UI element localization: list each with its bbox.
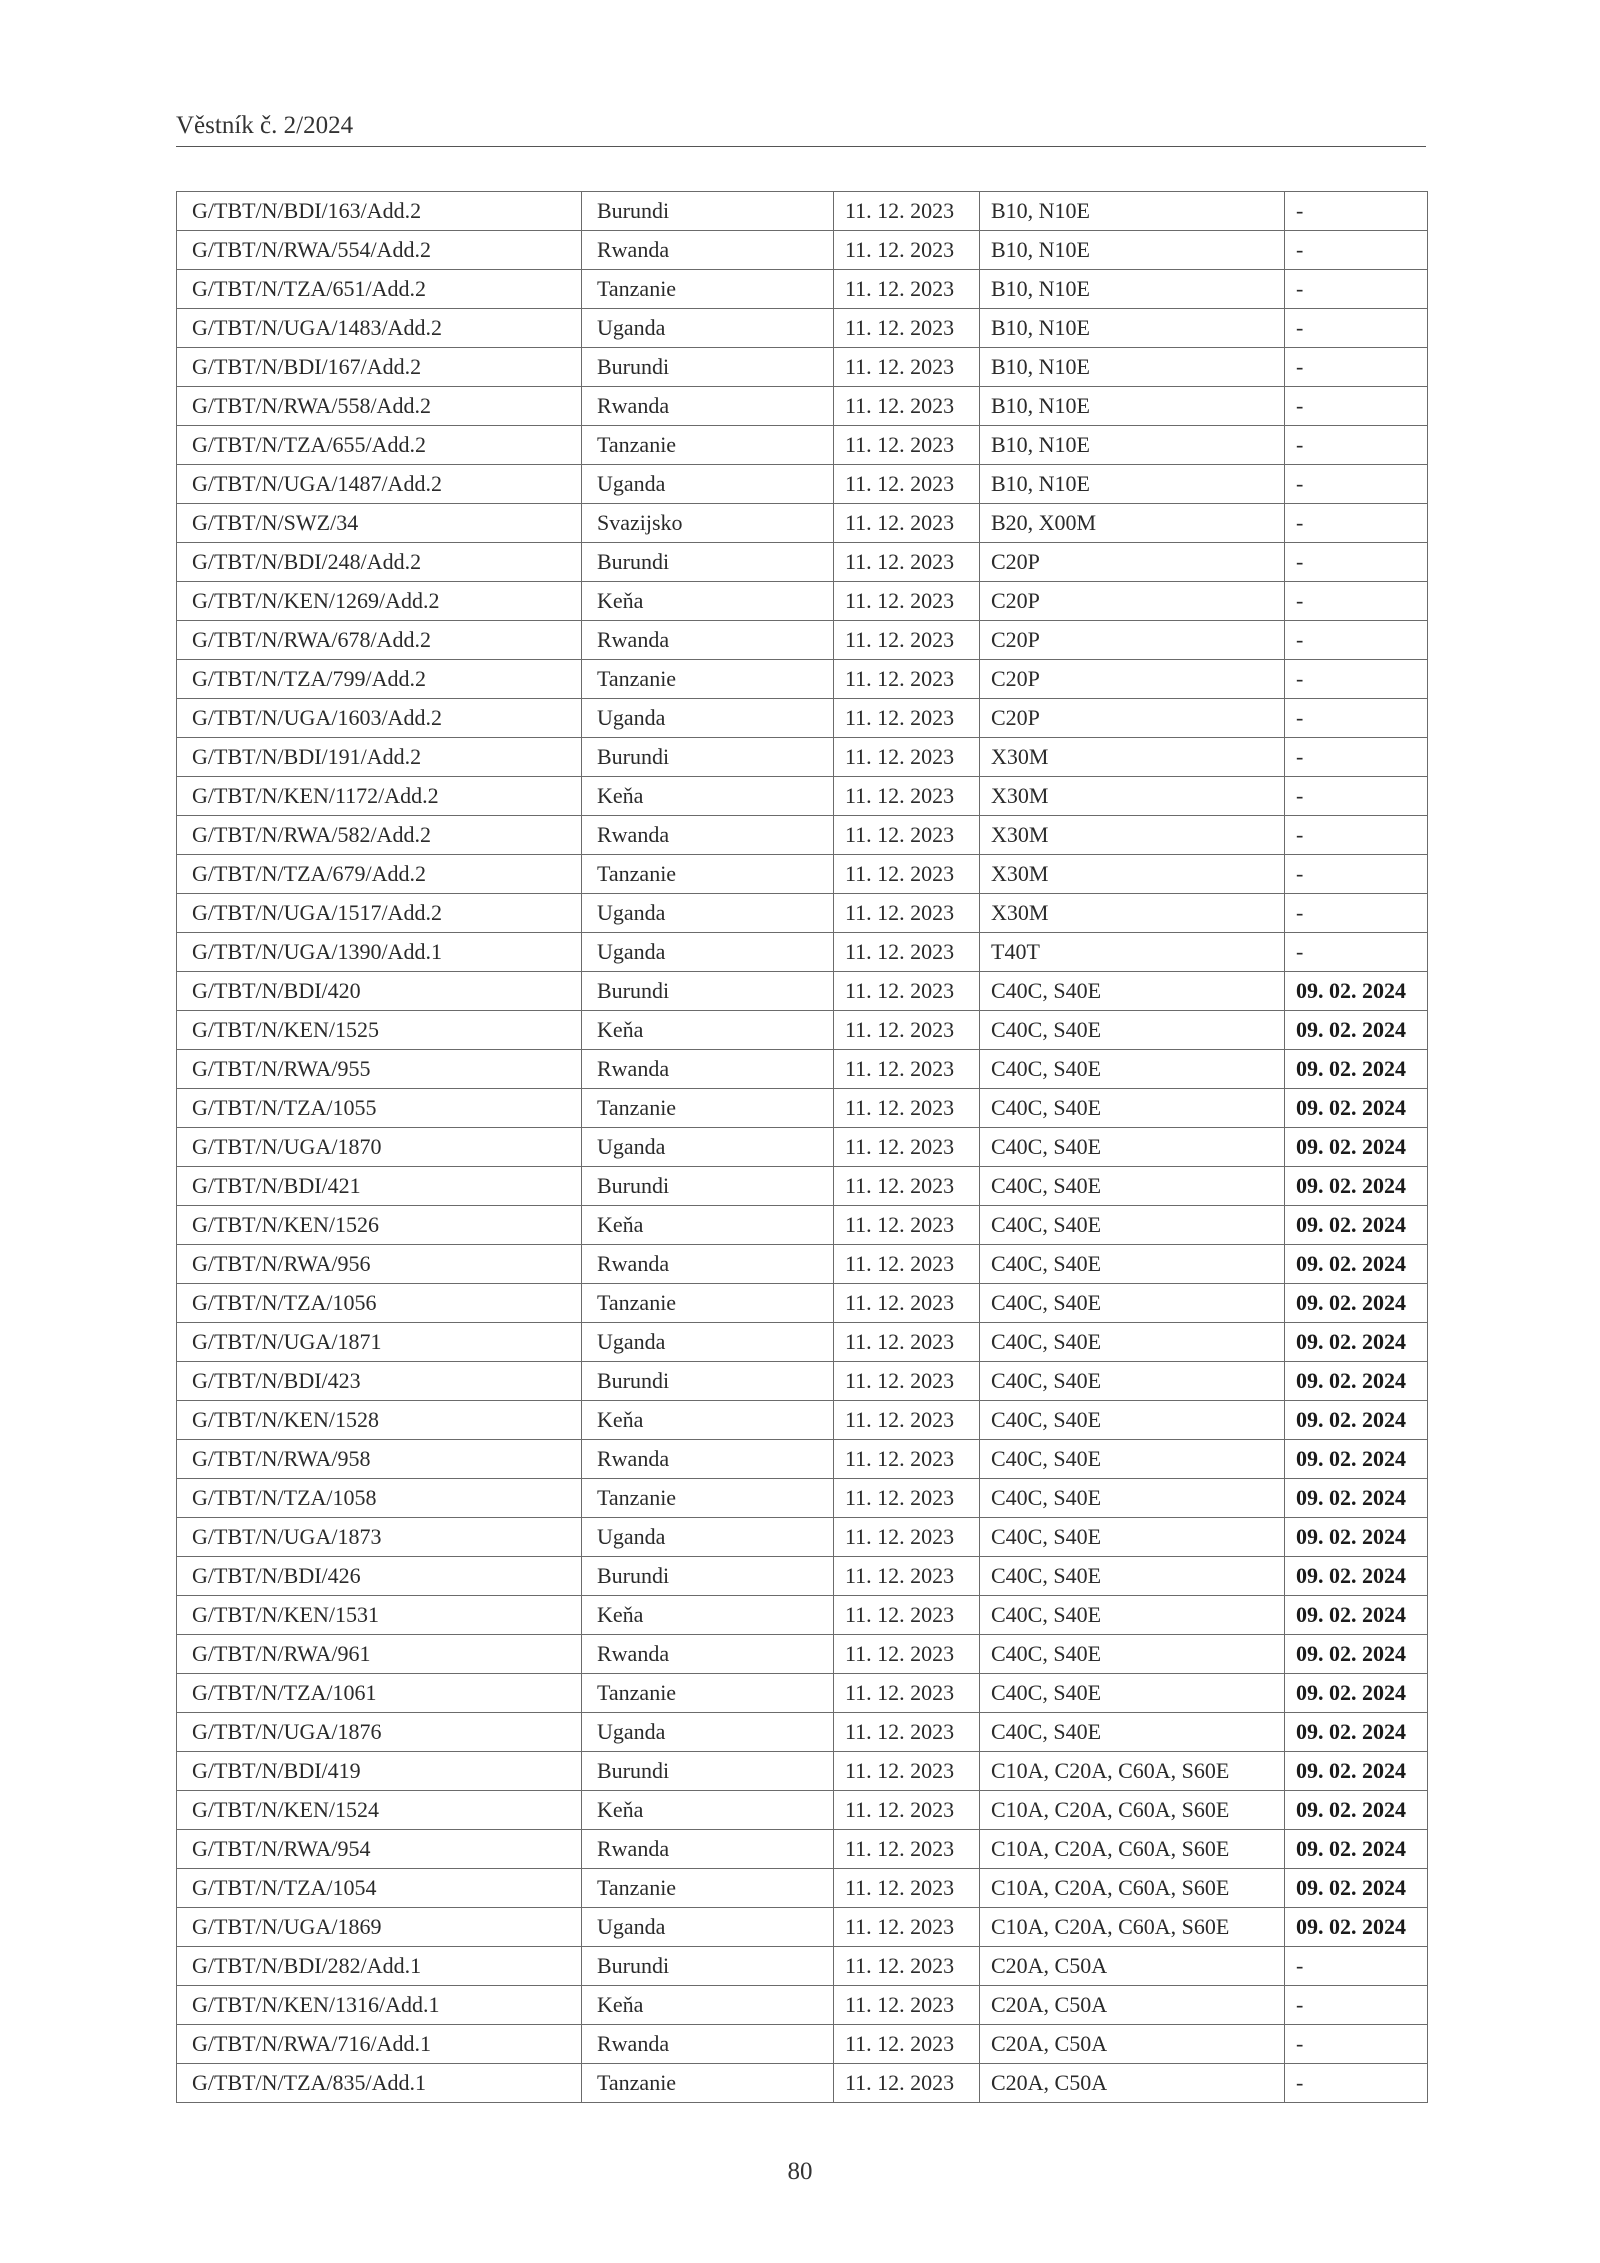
table-row (177, 1908, 1428, 1947)
table-row (177, 1986, 1428, 2025)
comment-deadline-cell: - (1285, 348, 1428, 387)
document-symbol-cell: G/TBT/N/KEN/1172/Add.2 (177, 777, 582, 816)
ics-codes-cell: B10, N10E (980, 426, 1285, 465)
document-symbol-cell: G/TBT/N/RWA/582/Add.2 (177, 816, 582, 855)
table-row (177, 1284, 1428, 1323)
table-row (177, 504, 1428, 543)
country-cell: Tanzanie (582, 1674, 834, 1713)
page-number: 80 (787, 2158, 813, 2185)
ics-codes-cell: C40C, S40E (980, 1323, 1285, 1362)
table-row (177, 738, 1428, 777)
country-cell: Tanzanie (582, 1869, 834, 1908)
ics-codes-cell: C40C, S40E (980, 1518, 1285, 1557)
document-symbol-cell: G/TBT/N/TZA/799/Add.2 (177, 660, 582, 699)
comment-deadline-cell: 09. 02. 2024 (1285, 1596, 1428, 1635)
notification-date-cell: 11. 12. 2023 (834, 1713, 980, 1752)
document-symbol-cell: G/TBT/N/RWA/678/Add.2 (177, 621, 582, 660)
notification-date-cell: 11. 12. 2023 (834, 621, 980, 660)
country-cell: Uganda (582, 699, 834, 738)
comment-deadline-cell: - (1285, 504, 1428, 543)
table-row (177, 231, 1428, 270)
table-row (177, 1323, 1428, 1362)
document-symbol-cell: G/TBT/N/BDI/421 (177, 1167, 582, 1206)
comment-deadline-cell: 09. 02. 2024 (1285, 1635, 1428, 1674)
document-symbol-cell: G/TBT/N/RWA/558/Add.2 (177, 387, 582, 426)
ics-codes-cell: C40C, S40E (980, 1284, 1285, 1323)
notification-date-cell: 11. 12. 2023 (834, 1440, 980, 1479)
table-row (177, 855, 1428, 894)
document-symbol-cell: G/TBT/N/UGA/1876 (177, 1713, 582, 1752)
document-symbol-cell: G/TBT/N/KEN/1531 (177, 1596, 582, 1635)
country-cell: Rwanda (582, 1830, 834, 1869)
country-cell: Burundi (582, 1362, 834, 1401)
notifications-table (176, 191, 1428, 2103)
ics-codes-cell: C10A, C20A, C60A, S60E (980, 1908, 1285, 1947)
comment-deadline-cell: - (1285, 309, 1428, 348)
country-cell: Tanzanie (582, 1479, 834, 1518)
table-row (177, 1791, 1428, 1830)
comment-deadline-cell: - (1285, 465, 1428, 504)
notification-date-cell: 11. 12. 2023 (834, 2064, 980, 2103)
notification-date-cell: 11. 12. 2023 (834, 933, 980, 972)
ics-codes-cell: C20P (980, 660, 1285, 699)
comment-deadline-cell: - (1285, 426, 1428, 465)
country-cell: Keňa (582, 1011, 834, 1050)
country-cell: Rwanda (582, 1050, 834, 1089)
ics-codes-cell: B10, N10E (980, 309, 1285, 348)
table-row (177, 1830, 1428, 1869)
ics-codes-cell: C20A, C50A (980, 2064, 1285, 2103)
comment-deadline-cell: 09. 02. 2024 (1285, 1479, 1428, 1518)
comment-deadline-cell: - (1285, 270, 1428, 309)
comment-deadline-cell: 09. 02. 2024 (1285, 1050, 1428, 1089)
table-row (177, 270, 1428, 309)
country-cell: Burundi (582, 348, 834, 387)
document-symbol-cell: G/TBT/N/KEN/1528 (177, 1401, 582, 1440)
document-symbol-cell: G/TBT/N/KEN/1316/Add.1 (177, 1986, 582, 2025)
table-row (177, 1401, 1428, 1440)
table-row (177, 2025, 1428, 2064)
notification-date-cell: 11. 12. 2023 (834, 660, 980, 699)
document-symbol-cell: G/TBT/N/UGA/1487/Add.2 (177, 465, 582, 504)
document-symbol-cell: G/TBT/N/KEN/1269/Add.2 (177, 582, 582, 621)
country-cell: Tanzanie (582, 2064, 834, 2103)
table-row (177, 933, 1428, 972)
country-cell: Tanzanie (582, 1284, 834, 1323)
document-symbol-cell: G/TBT/N/BDI/419 (177, 1752, 582, 1791)
country-cell: Uganda (582, 1323, 834, 1362)
table-row (177, 465, 1428, 504)
country-cell: Tanzanie (582, 270, 834, 309)
table-row (177, 1635, 1428, 1674)
notification-date-cell: 11. 12. 2023 (834, 1830, 980, 1869)
table-row (177, 1947, 1428, 1986)
ics-codes-cell: C40C, S40E (980, 1557, 1285, 1596)
table-row (177, 387, 1428, 426)
table-row (177, 621, 1428, 660)
notification-date-cell: 11. 12. 2023 (834, 426, 980, 465)
ics-codes-cell: C40C, S40E (980, 1362, 1285, 1401)
comment-deadline-cell: - (1285, 543, 1428, 582)
country-cell: Rwanda (582, 387, 834, 426)
ics-codes-cell: B20, X00M (980, 504, 1285, 543)
notification-date-cell: 11. 12. 2023 (834, 1479, 980, 1518)
document-symbol-cell: G/TBT/N/RWA/554/Add.2 (177, 231, 582, 270)
table-row (177, 1674, 1428, 1713)
notification-date-cell: 11. 12. 2023 (834, 1362, 980, 1401)
notification-date-cell: 11. 12. 2023 (834, 1518, 980, 1557)
ics-codes-cell: C40C, S40E (980, 1440, 1285, 1479)
notification-date-cell: 11. 12. 2023 (834, 699, 980, 738)
document-symbol-cell: G/TBT/N/KEN/1526 (177, 1206, 582, 1245)
document-symbol-cell: G/TBT/N/BDI/191/Add.2 (177, 738, 582, 777)
comment-deadline-cell: 09. 02. 2024 (1285, 1245, 1428, 1284)
comment-deadline-cell: 09. 02. 2024 (1285, 1752, 1428, 1791)
notifications-table-body (177, 192, 1428, 2103)
document-symbol-cell: G/TBT/N/UGA/1871 (177, 1323, 582, 1362)
ics-codes-cell: C40C, S40E (980, 1479, 1285, 1518)
notification-date-cell: 11. 12. 2023 (834, 348, 980, 387)
journal-title: Věstník č. 2/2024 (176, 112, 354, 139)
notification-date-cell: 11. 12. 2023 (834, 270, 980, 309)
notification-date-cell: 11. 12. 2023 (834, 1869, 980, 1908)
document-symbol-cell: G/TBT/N/SWZ/34 (177, 504, 582, 543)
country-cell: Burundi (582, 972, 834, 1011)
country-cell: Rwanda (582, 621, 834, 660)
notification-date-cell: 11. 12. 2023 (834, 1596, 980, 1635)
notification-date-cell: 11. 12. 2023 (834, 582, 980, 621)
comment-deadline-cell: 09. 02. 2024 (1285, 1167, 1428, 1206)
notification-date-cell: 11. 12. 2023 (834, 1245, 980, 1284)
country-cell: Uganda (582, 1518, 834, 1557)
notification-date-cell: 11. 12. 2023 (834, 1089, 980, 1128)
ics-codes-cell: C40C, S40E (980, 1713, 1285, 1752)
notification-date-cell: 11. 12. 2023 (834, 1401, 980, 1440)
country-cell: Keňa (582, 1206, 834, 1245)
table-row (177, 2064, 1428, 2103)
country-cell: Burundi (582, 1752, 834, 1791)
document-symbol-cell: G/TBT/N/TZA/1055 (177, 1089, 582, 1128)
notification-date-cell: 11. 12. 2023 (834, 816, 980, 855)
table-row (177, 1206, 1428, 1245)
document-symbol-cell: G/TBT/N/KEN/1525 (177, 1011, 582, 1050)
table-row (177, 1557, 1428, 1596)
comment-deadline-cell: - (1285, 621, 1428, 660)
ics-codes-cell: C20A, C50A (980, 1986, 1285, 2025)
notification-date-cell: 11. 12. 2023 (834, 972, 980, 1011)
country-cell: Uganda (582, 894, 834, 933)
ics-codes-cell: B10, N10E (980, 348, 1285, 387)
document-symbol-cell: G/TBT/N/TZA/1058 (177, 1479, 582, 1518)
ics-codes-cell: C10A, C20A, C60A, S60E (980, 1830, 1285, 1869)
document-symbol-cell: G/TBT/N/BDI/167/Add.2 (177, 348, 582, 387)
country-cell: Keňa (582, 1596, 834, 1635)
country-cell: Burundi (582, 1557, 834, 1596)
table-row (177, 1362, 1428, 1401)
ics-codes-cell: C40C, S40E (980, 1011, 1285, 1050)
table-row (177, 1245, 1428, 1284)
country-cell: Tanzanie (582, 660, 834, 699)
ics-codes-cell: C40C, S40E (980, 1050, 1285, 1089)
notification-date-cell: 11. 12. 2023 (834, 1635, 980, 1674)
page-header (176, 112, 1426, 147)
document-symbol-cell: G/TBT/N/RWA/716/Add.1 (177, 2025, 582, 2064)
country-cell: Uganda (582, 933, 834, 972)
ics-codes-cell: C40C, S40E (980, 1167, 1285, 1206)
country-cell: Keňa (582, 1986, 834, 2025)
document-symbol-cell: G/TBT/N/KEN/1524 (177, 1791, 582, 1830)
document-symbol-cell: G/TBT/N/RWA/961 (177, 1635, 582, 1674)
table-row (177, 972, 1428, 1011)
notification-date-cell: 11. 12. 2023 (834, 1284, 980, 1323)
ics-codes-cell: C10A, C20A, C60A, S60E (980, 1869, 1285, 1908)
comment-deadline-cell: 09. 02. 2024 (1285, 1011, 1428, 1050)
document-symbol-cell: G/TBT/N/UGA/1869 (177, 1908, 582, 1947)
comment-deadline-cell: 09. 02. 2024 (1285, 1674, 1428, 1713)
document-symbol-cell: G/TBT/N/UGA/1873 (177, 1518, 582, 1557)
notification-date-cell: 11. 12. 2023 (834, 1167, 980, 1206)
document-symbol-cell: G/TBT/N/BDI/163/Add.2 (177, 192, 582, 231)
ics-codes-cell: X30M (980, 777, 1285, 816)
notification-date-cell: 11. 12. 2023 (834, 504, 980, 543)
table-row (177, 1713, 1428, 1752)
ics-codes-cell: X30M (980, 894, 1285, 933)
notification-date-cell: 11. 12. 2023 (834, 1947, 980, 1986)
comment-deadline-cell: 09. 02. 2024 (1285, 1713, 1428, 1752)
table-row (177, 1050, 1428, 1089)
ics-codes-cell: B10, N10E (980, 387, 1285, 426)
ics-codes-cell: C20P (980, 621, 1285, 660)
ics-codes-cell: C40C, S40E (980, 972, 1285, 1011)
table-row (177, 1167, 1428, 1206)
country-cell: Uganda (582, 1713, 834, 1752)
comment-deadline-cell: - (1285, 894, 1428, 933)
notification-date-cell: 11. 12. 2023 (834, 1128, 980, 1167)
table-row (177, 543, 1428, 582)
ics-codes-cell: C20A, C50A (980, 2025, 1285, 2064)
country-cell: Tanzanie (582, 855, 834, 894)
ics-codes-cell: C40C, S40E (980, 1674, 1285, 1713)
ics-codes-cell: C20P (980, 699, 1285, 738)
document-symbol-cell: G/TBT/N/RWA/955 (177, 1050, 582, 1089)
comment-deadline-cell: 09. 02. 2024 (1285, 1284, 1428, 1323)
notification-date-cell: 11. 12. 2023 (834, 231, 980, 270)
notification-date-cell: 11. 12. 2023 (834, 1986, 980, 2025)
comment-deadline-cell: 09. 02. 2024 (1285, 1323, 1428, 1362)
document-symbol-cell: G/TBT/N/UGA/1870 (177, 1128, 582, 1167)
comment-deadline-cell: 09. 02. 2024 (1285, 1089, 1428, 1128)
notification-date-cell: 11. 12. 2023 (834, 738, 980, 777)
table-row (177, 894, 1428, 933)
document-symbol-cell: G/TBT/N/TZA/651/Add.2 (177, 270, 582, 309)
comment-deadline-cell: - (1285, 816, 1428, 855)
ics-codes-cell: X30M (980, 738, 1285, 777)
comment-deadline-cell: 09. 02. 2024 (1285, 1362, 1428, 1401)
ics-codes-cell: T40T (980, 933, 1285, 972)
ics-codes-cell: C40C, S40E (980, 1596, 1285, 1635)
document-symbol-cell: G/TBT/N/UGA/1603/Add.2 (177, 699, 582, 738)
country-cell: Keňa (582, 582, 834, 621)
table-row (177, 1128, 1428, 1167)
notification-date-cell: 11. 12. 2023 (834, 777, 980, 816)
document-symbol-cell: G/TBT/N/UGA/1483/Add.2 (177, 309, 582, 348)
ics-codes-cell: X30M (980, 855, 1285, 894)
ics-codes-cell: C20P (980, 582, 1285, 621)
comment-deadline-cell: 09. 02. 2024 (1285, 972, 1428, 1011)
notification-date-cell: 11. 12. 2023 (834, 2025, 980, 2064)
table-row (177, 699, 1428, 738)
country-cell: Rwanda (582, 1440, 834, 1479)
country-cell: Burundi (582, 543, 834, 582)
country-cell: Uganda (582, 1908, 834, 1947)
notification-date-cell: 11. 12. 2023 (834, 465, 980, 504)
comment-deadline-cell: 09. 02. 2024 (1285, 1440, 1428, 1479)
table-row (177, 426, 1428, 465)
country-cell: Rwanda (582, 1635, 834, 1674)
country-cell: Uganda (582, 1128, 834, 1167)
ics-codes-cell: C40C, S40E (980, 1206, 1285, 1245)
table-row (177, 309, 1428, 348)
country-cell: Rwanda (582, 2025, 834, 2064)
ics-codes-cell: B10, N10E (980, 270, 1285, 309)
document-symbol-cell: G/TBT/N/RWA/954 (177, 1830, 582, 1869)
table-row (177, 1011, 1428, 1050)
comment-deadline-cell: 09. 02. 2024 (1285, 1830, 1428, 1869)
document-symbol-cell: G/TBT/N/TZA/1054 (177, 1869, 582, 1908)
document-symbol-cell: G/TBT/N/TZA/1061 (177, 1674, 582, 1713)
comment-deadline-cell: - (1285, 738, 1428, 777)
notification-date-cell: 11. 12. 2023 (834, 855, 980, 894)
table-row (177, 1440, 1428, 1479)
comment-deadline-cell: - (1285, 855, 1428, 894)
document-symbol-cell: G/TBT/N/BDI/282/Add.1 (177, 1947, 582, 1986)
ics-codes-cell: C40C, S40E (980, 1401, 1285, 1440)
table-row (177, 348, 1428, 387)
country-cell: Keňa (582, 1791, 834, 1830)
country-cell: Uganda (582, 465, 834, 504)
table-row (177, 1089, 1428, 1128)
notification-date-cell: 11. 12. 2023 (834, 1791, 980, 1830)
table-row (177, 192, 1428, 231)
notification-date-cell: 11. 12. 2023 (834, 543, 980, 582)
comment-deadline-cell: - (1285, 777, 1428, 816)
comment-deadline-cell: 09. 02. 2024 (1285, 1908, 1428, 1947)
country-cell: Rwanda (582, 816, 834, 855)
country-cell: Uganda (582, 309, 834, 348)
document-symbol-cell: G/TBT/N/RWA/958 (177, 1440, 582, 1479)
document-symbol-cell: G/TBT/N/BDI/248/Add.2 (177, 543, 582, 582)
notification-date-cell: 11. 12. 2023 (834, 1011, 980, 1050)
comment-deadline-cell: - (1285, 699, 1428, 738)
document-symbol-cell: G/TBT/N/TZA/1056 (177, 1284, 582, 1323)
table-row (177, 1869, 1428, 1908)
country-cell: Keňa (582, 1401, 834, 1440)
ics-codes-cell: B10, N10E (980, 231, 1285, 270)
country-cell: Keňa (582, 777, 834, 816)
ics-codes-cell: C40C, S40E (980, 1128, 1285, 1167)
ics-codes-cell: C40C, S40E (980, 1089, 1285, 1128)
ics-codes-cell: X30M (980, 816, 1285, 855)
comment-deadline-cell: - (1285, 192, 1428, 231)
document-symbol-cell: G/TBT/N/UGA/1390/Add.1 (177, 933, 582, 972)
document-symbol-cell: G/TBT/N/UGA/1517/Add.2 (177, 894, 582, 933)
ics-codes-cell: B10, N10E (980, 465, 1285, 504)
comment-deadline-cell: - (1285, 2064, 1428, 2103)
table-row (177, 816, 1428, 855)
comment-deadline-cell: - (1285, 660, 1428, 699)
notification-date-cell: 11. 12. 2023 (834, 1050, 980, 1089)
table-row (177, 1596, 1428, 1635)
ics-codes-cell: C20P (980, 543, 1285, 582)
table-row (177, 1518, 1428, 1557)
notification-date-cell: 11. 12. 2023 (834, 1674, 980, 1713)
comment-deadline-cell: - (1285, 582, 1428, 621)
ics-codes-cell: C10A, C20A, C60A, S60E (980, 1791, 1285, 1830)
table-row (177, 582, 1428, 621)
table-row (177, 1479, 1428, 1518)
comment-deadline-cell: - (1285, 2025, 1428, 2064)
document-symbol-cell: G/TBT/N/TZA/679/Add.2 (177, 855, 582, 894)
notification-date-cell: 11. 12. 2023 (834, 387, 980, 426)
country-cell: Burundi (582, 192, 834, 231)
comment-deadline-cell: 09. 02. 2024 (1285, 1557, 1428, 1596)
country-cell: Tanzanie (582, 1089, 834, 1128)
comment-deadline-cell: 09. 02. 2024 (1285, 1128, 1428, 1167)
comment-deadline-cell: 09. 02. 2024 (1285, 1206, 1428, 1245)
comment-deadline-cell: - (1285, 1986, 1428, 2025)
ics-codes-cell: B10, N10E (980, 192, 1285, 231)
document-symbol-cell: G/TBT/N/TZA/835/Add.1 (177, 2064, 582, 2103)
notification-date-cell: 11. 12. 2023 (834, 192, 980, 231)
notification-date-cell: 11. 12. 2023 (834, 1206, 980, 1245)
comment-deadline-cell: 09. 02. 2024 (1285, 1869, 1428, 1908)
comment-deadline-cell: - (1285, 387, 1428, 426)
country-cell: Burundi (582, 738, 834, 777)
comment-deadline-cell: - (1285, 933, 1428, 972)
comment-deadline-cell: 09. 02. 2024 (1285, 1401, 1428, 1440)
ics-codes-cell: C10A, C20A, C60A, S60E (980, 1752, 1285, 1791)
document-symbol-cell: G/TBT/N/BDI/423 (177, 1362, 582, 1401)
comment-deadline-cell: 09. 02. 2024 (1285, 1791, 1428, 1830)
country-cell: Svazijsko (582, 504, 834, 543)
notification-date-cell: 11. 12. 2023 (834, 1752, 980, 1791)
comment-deadline-cell: - (1285, 1947, 1428, 1986)
country-cell: Tanzanie (582, 426, 834, 465)
comment-deadline-cell: 09. 02. 2024 (1285, 1518, 1428, 1557)
country-cell: Burundi (582, 1167, 834, 1206)
country-cell: Rwanda (582, 1245, 834, 1284)
comment-deadline-cell: - (1285, 231, 1428, 270)
notification-date-cell: 11. 12. 2023 (834, 894, 980, 933)
table-row (177, 777, 1428, 816)
ics-codes-cell: C40C, S40E (980, 1635, 1285, 1674)
table-row (177, 1752, 1428, 1791)
notification-date-cell: 11. 12. 2023 (834, 309, 980, 348)
document-symbol-cell: G/TBT/N/TZA/655/Add.2 (177, 426, 582, 465)
notification-date-cell: 11. 12. 2023 (834, 1557, 980, 1596)
country-cell: Rwanda (582, 231, 834, 270)
ics-codes-cell: C20A, C50A (980, 1947, 1285, 1986)
document-symbol-cell: G/TBT/N/RWA/956 (177, 1245, 582, 1284)
document-symbol-cell: G/TBT/N/BDI/426 (177, 1557, 582, 1596)
notification-date-cell: 11. 12. 2023 (834, 1908, 980, 1947)
table-row (177, 660, 1428, 699)
notification-date-cell: 11. 12. 2023 (834, 1323, 980, 1362)
country-cell: Burundi (582, 1947, 834, 1986)
ics-codes-cell: C40C, S40E (980, 1245, 1285, 1284)
document-symbol-cell: G/TBT/N/BDI/420 (177, 972, 582, 1011)
